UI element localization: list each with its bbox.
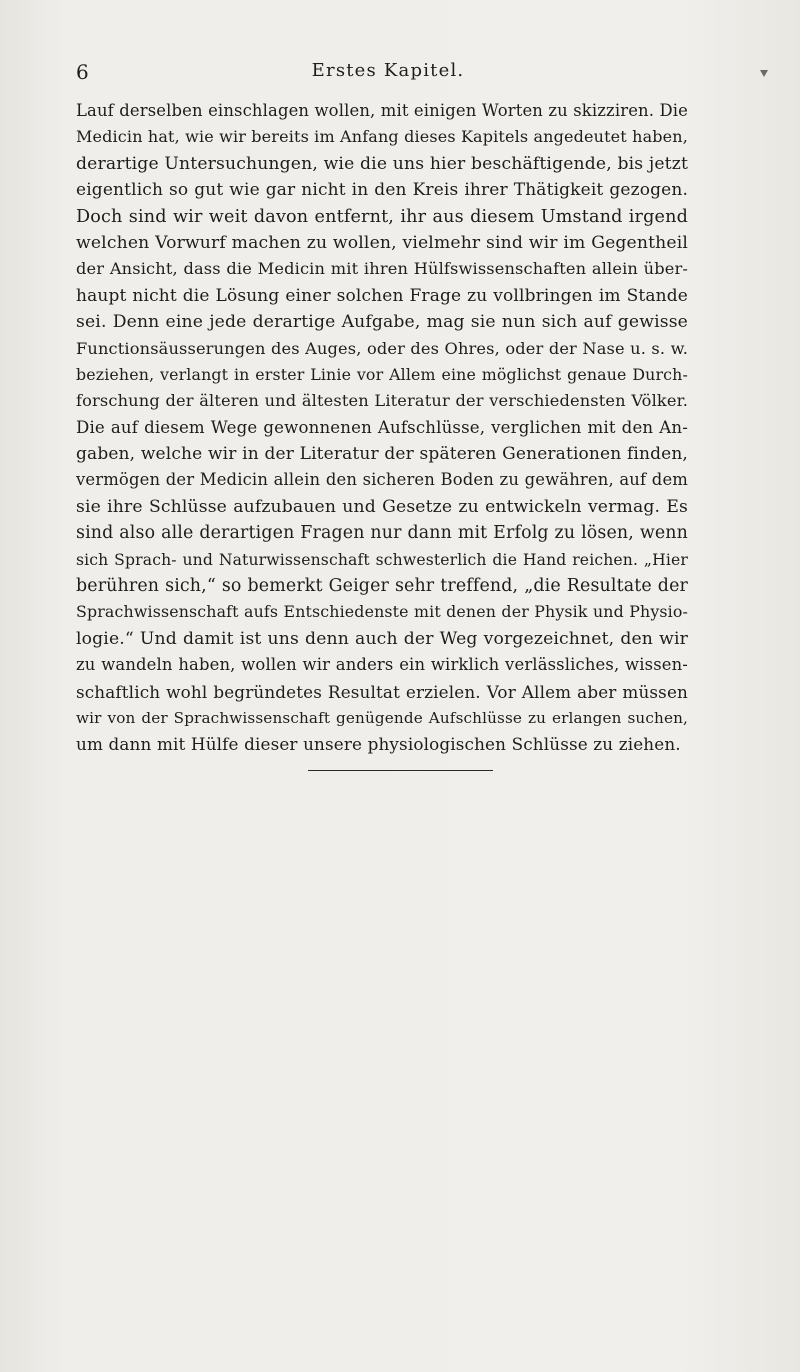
print-mark-icon <box>760 70 768 77</box>
text-line: wir von der Sprachwissenschaft genügende Aufschlüsse zu erlangen suchen, <box>76 708 688 727</box>
running-title: Erstes Kapitel. <box>311 60 465 81</box>
section-divider <box>308 770 493 771</box>
text-line: sind also alle derartigen Fragen nur dann mit Erfolg zu lösen, wenn <box>76 523 688 544</box>
text-line: zu wandeln haben, wollen wir anders ein wirklich verlässliches, wissen- <box>76 655 688 675</box>
text-line: vermögen der Medicin allein den sicheren Boden zu gewähren, auf dem <box>76 470 688 490</box>
text-line: sich Sprach- und Naturwissenschaft schwesterlich die Hand reichen. „Hier <box>76 550 688 569</box>
text-line: um dann mit Hülfe dieser unsere physiologischen Schlüsse zu ziehen. <box>76 734 681 755</box>
body-paragraph <box>76 98 688 758</box>
text-line: der Ansicht, dass die Medicin mit ihren Hülfswissenschaften allein über- <box>76 259 688 279</box>
text-line: forschung der älteren und ältesten Literatur der verschiedensten Völker. <box>76 391 688 411</box>
text-line: sei. Denn eine jede derartige Aufgabe, mag sie nun sich auf gewisse <box>76 312 688 333</box>
text-line: haupt nicht die Lösung einer solchen Frage zu vollbringen im Stande <box>76 285 688 306</box>
text-line: sie ihre Schlüsse aufzubauen und Gesetze zu entwickeln vermag. Es <box>76 496 688 517</box>
text-line: gaben, welche wir in der Literatur der späteren Generationen finden, <box>76 444 688 465</box>
page-header <box>76 60 700 86</box>
text-line: eigentlich so gut wie gar nicht in den Kreis ihrer Thätigkeit gezogen. <box>76 180 688 201</box>
text-line: derartige Untersuchungen, wie die uns hier beschäftigende, bis jetzt <box>76 153 688 174</box>
text-line: Medicin hat, wie wir bereits im Anfang dieses Kapitels angedeutet haben, <box>76 127 688 147</box>
text-line: Functionsäusserungen des Auges, oder des Ohres, oder der Nase u. s. w. <box>76 338 688 358</box>
text-line: berühren sich,“ so bemerkt Geiger sehr treffend, „die Resultate der <box>76 576 688 597</box>
text-line: welchen Vorwurf machen zu wollen, vielmehr sind wir im Gegentheil <box>76 232 688 253</box>
text-line: Die auf diesem Wege gewonnenen Aufschlüsse, verglichen mit den An- <box>76 417 688 437</box>
text-line: Lauf derselben einschlagen wollen, mit einigen Worten zu skizziren. Die <box>76 101 689 120</box>
text-line: logie.“ Und damit ist uns denn auch der Weg vorgezeichnet, den wir <box>76 628 688 649</box>
text-line: Sprachwissenschaft aufs Entschiedenste mit denen der Physik und Physio- <box>76 602 688 622</box>
page-number: 6 <box>76 60 90 84</box>
text-line: beziehen, verlangt in erster Linie vor Allem eine möglichst genaue Durch- <box>76 364 688 384</box>
text-line: schaftlich wohl begründetes Resultat erzielen. Vor Allem aber müssen <box>76 681 688 702</box>
text-line: Doch sind wir weit davon entfernt, ihr aus diesem Umstand irgend <box>76 206 688 227</box>
